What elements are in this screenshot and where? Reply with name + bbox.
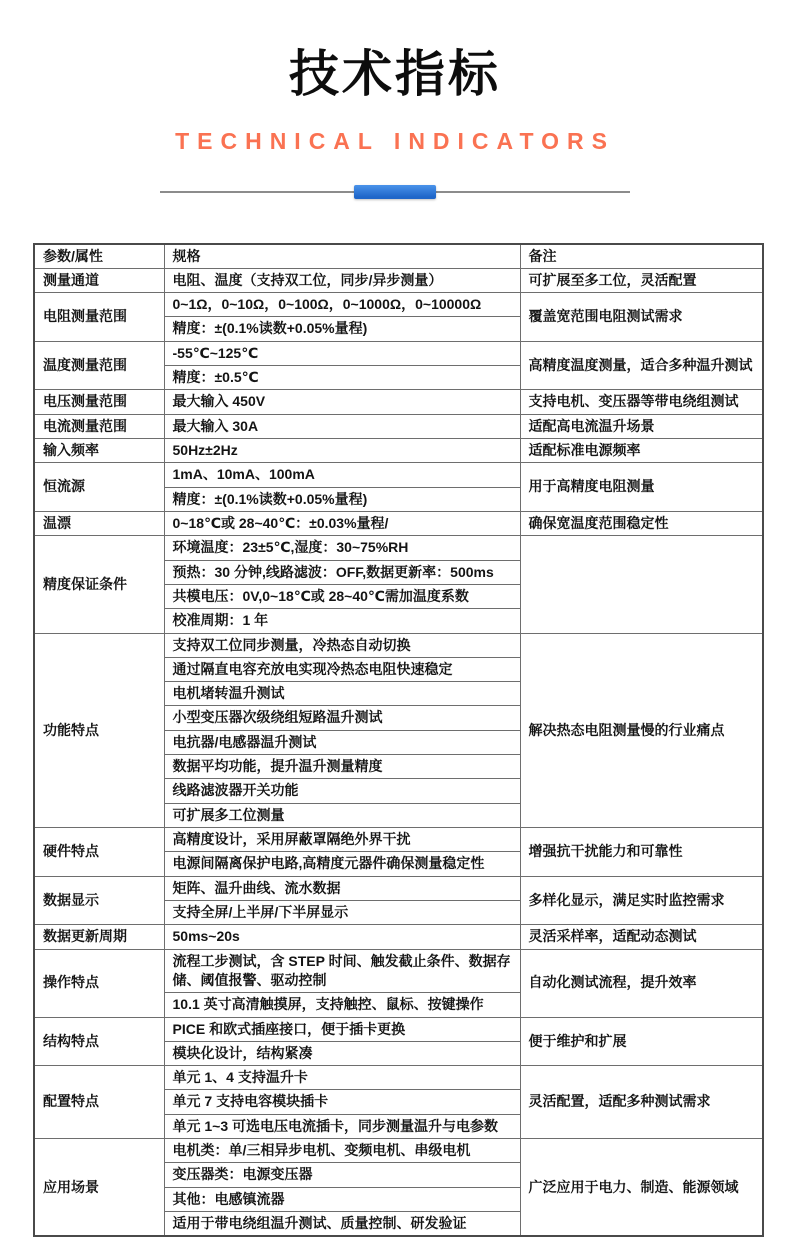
table-row [34, 828, 763, 852]
remark-cell: 灵活配置，适配多种测试需求 [520, 1066, 763, 1139]
spec-table [33, 243, 764, 1237]
spec-cell: 10.1 英寸高清触摸屏，支持触控、鼠标、按键操作 [164, 993, 520, 1017]
column-header-1: 规格 [164, 244, 520, 269]
remark-cell: 解决热态电阻测量慢的行业痛点 [520, 633, 763, 828]
table-row [34, 1139, 763, 1163]
spec-cell: 1mA、10mA、100mA [164, 463, 520, 487]
page-title: 技术指标 [0, 46, 790, 104]
param-cell: 温漂 [34, 511, 164, 535]
spec-cell: 支持双工位同步测量，冷热态自动切换 [164, 633, 520, 657]
param-cell: 恒流源 [34, 463, 164, 512]
spec-cell: 环境温度：23±5℃,湿度：30~75%RH [164, 536, 520, 560]
spec-cell: 精度：±0.5℃ [164, 366, 520, 390]
spec-cell: 单元 1、4 支持温升卡 [164, 1066, 520, 1090]
param-cell: 精度保证条件 [34, 536, 164, 633]
param-cell: 数据显示 [34, 876, 164, 925]
spec-cell: 单元 7 支持电容模块插卡 [164, 1090, 520, 1114]
remark-cell: 增强抗干扰能力和可靠性 [520, 828, 763, 877]
spec-cell: 校准周期：1 年 [164, 609, 520, 633]
spec-cell: 0~18℃或 28~40℃：±0.03%量程/ [164, 511, 520, 535]
remark-cell: 适配标准电源频率 [520, 439, 763, 463]
remark-cell [520, 536, 763, 633]
remark-cell: 灵活采样率，适配动态测试 [520, 925, 763, 949]
spec-cell: 50ms~20s [164, 925, 520, 949]
param-cell: 电阻测量范围 [34, 293, 164, 342]
spec-cell: 电源间隔离保护电路,高精度元器件确保测量稳定性 [164, 852, 520, 876]
spec-cell: 线路滤波器开关功能 [164, 779, 520, 803]
table-row [34, 439, 763, 463]
table-row [34, 341, 763, 365]
spec-cell: 矩阵、温升曲线、流水数据 [164, 876, 520, 900]
table-row [34, 293, 763, 317]
spec-cell: 50Hz±2Hz [164, 439, 520, 463]
table-row [34, 268, 763, 292]
spec-table-body [34, 268, 763, 1236]
remark-cell: 广泛应用于电力、制造、能源领域 [520, 1139, 763, 1237]
spec-cell: 支持全屏/上半屏/下半屏显示 [164, 900, 520, 924]
spec-cell: 最大输入 30A [164, 414, 520, 438]
param-cell: 功能特点 [34, 633, 164, 828]
spec-cell: 精度：±(0.1%读数+0.05%量程) [164, 487, 520, 511]
remark-cell: 多样化显示，满足实时监控需求 [520, 876, 763, 925]
page-subtitle: TECHNICAL INDICATORS [0, 128, 790, 155]
remark-cell: 确保宽温度范围稳定性 [520, 511, 763, 535]
remark-cell: 自动化测试流程，提升效率 [520, 949, 763, 1017]
remark-cell: 便于维护和扩展 [520, 1017, 763, 1066]
spec-cell: PICE 和欧式插座接口，便于插卡更换 [164, 1017, 520, 1041]
column-header-2: 备注 [520, 244, 763, 269]
table-row [34, 949, 763, 993]
spec-cell: 0~1Ω，0~10Ω，0~100Ω，0~1000Ω，0~10000Ω [164, 293, 520, 317]
remark-cell: 用于高精度电阻测量 [520, 463, 763, 512]
param-cell: 电压测量范围 [34, 390, 164, 414]
spec-cell: 精度：±(0.1%读数+0.05%量程) [164, 317, 520, 341]
table-row [34, 876, 763, 900]
spec-cell: 电机类：单/三相异步电机、变频电机、串级电机 [164, 1139, 520, 1163]
spec-cell: 共模电压：0V,0~18℃或 28~40℃需加温度系数 [164, 584, 520, 608]
spec-table-header [34, 244, 763, 269]
param-cell: 电流测量范围 [34, 414, 164, 438]
param-cell: 硬件特点 [34, 828, 164, 877]
table-row [34, 1066, 763, 1090]
param-cell: 输入频率 [34, 439, 164, 463]
spec-cell: 单元 1~3 可选电压电流插卡，同步测量温升与电参数 [164, 1114, 520, 1138]
remark-cell: 覆盖宽范围电阻测试需求 [520, 293, 763, 342]
table-row [34, 511, 763, 535]
divider-accent-bar [354, 185, 436, 199]
table-row [34, 463, 763, 487]
spec-cell: 高精度设计，采用屏蔽罩隔绝外界干扰 [164, 828, 520, 852]
table-row [34, 414, 763, 438]
spec-cell: 其他：电感镇流器 [164, 1187, 520, 1211]
param-cell: 测量通道 [34, 268, 164, 292]
param-cell: 温度测量范围 [34, 341, 164, 390]
spec-cell: 电阻、温度（支持双工位，同步/异步测量） [164, 268, 520, 292]
remark-cell: 适配高电流温升场景 [520, 414, 763, 438]
column-header-0: 参数/属性 [34, 244, 164, 269]
table-row [34, 536, 763, 560]
table-row [34, 1017, 763, 1041]
remark-cell: 高精度温度测量，适合多种温升测试 [520, 341, 763, 390]
spec-cell: 流程工步测试，含 STEP 时间、触发截止条件、数据存储、阈值报警、驱动控制 [164, 949, 520, 993]
table-row [34, 390, 763, 414]
header-row [34, 244, 763, 269]
param-cell: 操作特点 [34, 949, 164, 1017]
param-cell: 结构特点 [34, 1017, 164, 1066]
spec-cell: 电机堵转温升测试 [164, 682, 520, 706]
spec-cell: 可扩展多工位测量 [164, 803, 520, 827]
spec-cell: 电抗器/电感器温升测试 [164, 730, 520, 754]
remark-cell: 支持电机、变压器等带电绕组测试 [520, 390, 763, 414]
spec-cell: 适用于带电绕组温升测试、质量控制、研发验证 [164, 1212, 520, 1237]
spec-cell: 数据平均功能，提升温升测量精度 [164, 755, 520, 779]
spec-cell: 预热：30 分钟,线路滤波：OFF,数据更新率：500ms [164, 560, 520, 584]
spec-cell: 小型变压器次级绕组短路温升测试 [164, 706, 520, 730]
spec-cell: -55℃~125℃ [164, 341, 520, 365]
param-cell: 数据更新周期 [34, 925, 164, 949]
table-row [34, 633, 763, 657]
spec-cell: 模块化设计，结构紧凑 [164, 1041, 520, 1065]
param-cell: 配置特点 [34, 1066, 164, 1139]
divider [160, 185, 630, 199]
spec-cell: 最大输入 450V [164, 390, 520, 414]
spec-cell: 通过隔直电容充放电实现冷热态电阻快速稳定 [164, 657, 520, 681]
remark-cell: 可扩展至多工位，灵活配置 [520, 268, 763, 292]
param-cell: 应用场景 [34, 1139, 164, 1237]
spec-cell: 变压器类：电源变压器 [164, 1163, 520, 1187]
table-row [34, 925, 763, 949]
